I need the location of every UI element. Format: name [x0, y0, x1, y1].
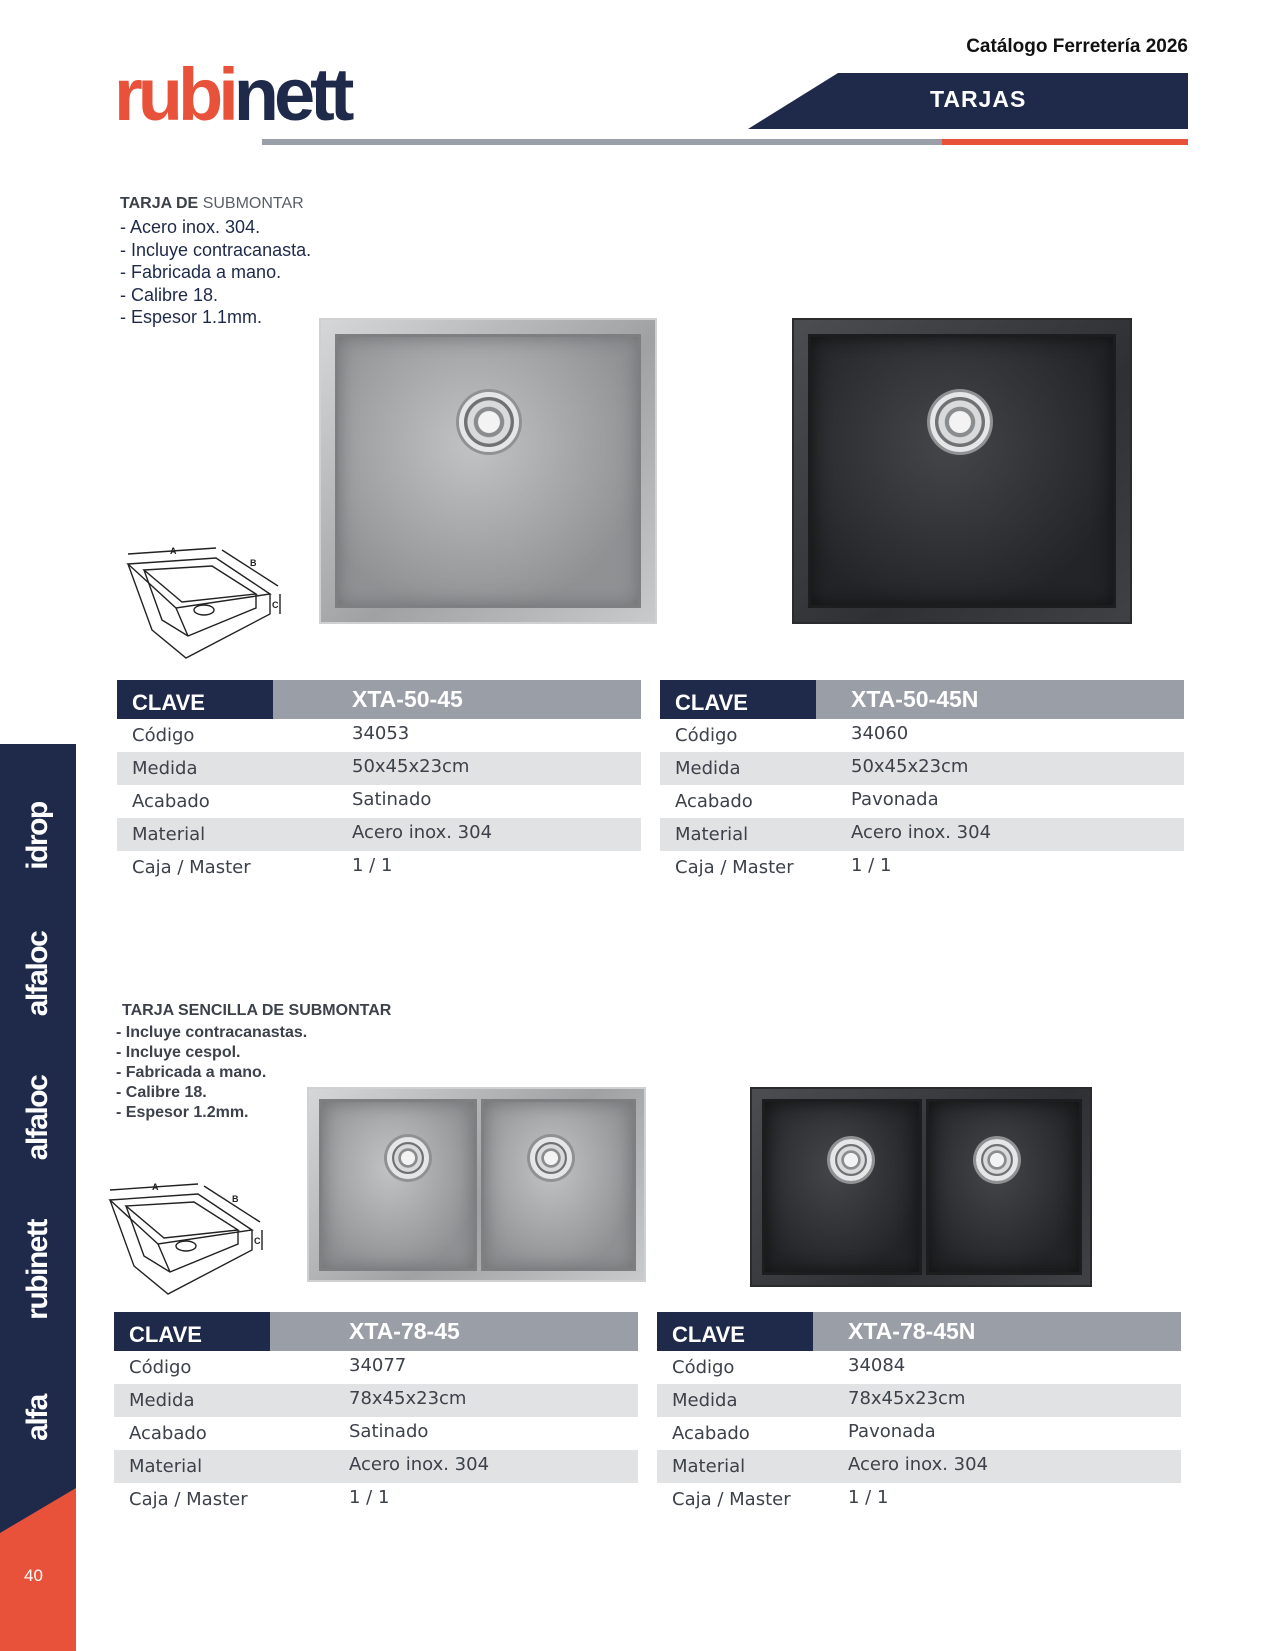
row-label: Material: [132, 824, 206, 845]
drain-icon: [459, 392, 519, 452]
logo-navy-part: nett: [233, 53, 350, 136]
row-label: Material: [672, 1456, 746, 1477]
feature-item: - Incluye contracanastas.: [116, 1024, 308, 1041]
row-label: Acabado: [129, 1423, 207, 1444]
spec-table-xta-50-45n: [660, 680, 1184, 884]
drain-icon: [930, 392, 990, 452]
catalog-year: 2026: [1145, 36, 1188, 57]
row-value: Pavonada: [848, 1421, 936, 1442]
drain-icon: [530, 1137, 572, 1179]
row-value: 1 / 1: [352, 855, 393, 876]
table-row: [114, 1384, 638, 1417]
brand-alfaloc: alfaloc: [21, 1075, 54, 1161]
sink-bowl-left: [319, 1099, 477, 1271]
sink-bowl-right: [926, 1099, 1082, 1275]
sink-bowl: [808, 334, 1116, 608]
table-row: [657, 1384, 1181, 1417]
clave-label: CLAVE: [660, 680, 816, 719]
feature-item: - Espesor 1.1mm.: [120, 307, 263, 327]
feature-item: - Fabricada a mano.: [116, 1064, 267, 1081]
row-value: 78x45x23cm: [349, 1388, 467, 1409]
table-header: [114, 1312, 638, 1351]
section-title: TARJAS: [930, 86, 1027, 112]
dim-label-b: B: [232, 1194, 239, 1204]
row-value: Acero inox. 304: [851, 822, 992, 843]
product2-features: [116, 1023, 307, 1123]
table-row: [657, 1417, 1181, 1450]
catalog-title: [966, 36, 1188, 58]
feature-item: - Calibre 18.: [116, 1084, 207, 1101]
row-value: 34060: [851, 723, 909, 744]
row-value: Acero inox. 304: [349, 1454, 490, 1475]
row-label: Caja / Master: [675, 857, 794, 878]
table-row: [660, 785, 1184, 818]
row-label: Medida: [132, 758, 198, 779]
row-label: Medida: [129, 1390, 195, 1411]
sink-image-dark-double: [750, 1087, 1092, 1287]
dim-label-c: C: [254, 1236, 261, 1246]
table-row: [657, 1450, 1181, 1483]
brand-rubinett: rubinett: [21, 1220, 54, 1320]
logo-red-part: rubi: [114, 53, 234, 136]
table-row: [657, 1483, 1181, 1516]
row-label: Material: [675, 824, 749, 845]
row-value: Pavonada: [851, 789, 939, 810]
table-row: [114, 1450, 638, 1483]
row-label: Caja / Master: [672, 1489, 791, 1510]
drain-icon: [387, 1137, 429, 1179]
row-label: Acabado: [675, 791, 753, 812]
row-value: 34084: [848, 1355, 906, 1376]
feature-item: - Incluye cespol.: [116, 1044, 241, 1061]
catalog-prefix: Catálogo Ferretería: [966, 36, 1141, 57]
row-label: Caja / Master: [129, 1489, 248, 1510]
clave-label: CLAVE: [657, 1312, 813, 1351]
product1-title-bold: TARJA DE: [120, 195, 199, 212]
row-value: 50x45x23cm: [352, 756, 470, 777]
sink-dimension-diagram-1: [118, 546, 294, 662]
dim-label-c: C: [272, 600, 279, 610]
drain-icon: [830, 1139, 872, 1181]
table-row: [114, 1483, 638, 1516]
product1-title-rest: SUBMONTAR: [202, 195, 304, 212]
sink-bowl: [335, 334, 641, 608]
spec-table-xta-78-45n: [657, 1312, 1181, 1516]
model-code: XTA-78-45: [270, 1312, 638, 1351]
feature-item: - Acero inox. 304.: [120, 217, 261, 237]
row-value: Acero inox. 304: [352, 822, 493, 843]
row-label: Código: [132, 725, 195, 746]
row-value: Acero inox. 304: [848, 1454, 989, 1475]
row-value: Satinado: [352, 789, 432, 810]
rubinett-logo: [114, 53, 350, 136]
sink-image-steel-single: [319, 318, 657, 624]
brand-alfalec: alfaloc: [21, 931, 54, 1017]
product1-title: [120, 195, 304, 213]
brand-alfa: alfa: [21, 1395, 54, 1441]
header-rule-grey: [262, 139, 942, 145]
model-code: XTA-78-45N: [813, 1312, 1181, 1351]
table-header: [657, 1312, 1181, 1351]
feature-item: - Incluye contracanasta.: [120, 239, 312, 260]
row-label: Medida: [672, 1390, 738, 1411]
feature-item: - Espesor 1.2mm.: [116, 1104, 249, 1121]
table-row: [114, 1417, 638, 1450]
product1-features: [120, 216, 311, 329]
row-label: Código: [129, 1357, 192, 1378]
header-rule-red: [942, 139, 1188, 145]
table-row: [117, 851, 641, 884]
spec-table-xta-78-45: [114, 1312, 638, 1516]
table-row: [117, 818, 641, 851]
drain-icon: [976, 1139, 1018, 1181]
row-value: 1 / 1: [848, 1487, 889, 1508]
row-label: Acabado: [672, 1423, 750, 1444]
feature-item: - Calibre 18.: [120, 284, 219, 305]
table-row: [117, 719, 641, 752]
row-value: 1 / 1: [349, 1487, 390, 1508]
row-value: 34053: [352, 723, 410, 744]
row-label: Código: [675, 725, 738, 746]
table-row: [660, 752, 1184, 785]
dim-label-a: A: [152, 1182, 159, 1192]
row-value: Satinado: [349, 1421, 429, 1442]
table-row: [114, 1351, 638, 1384]
table-row: [117, 752, 641, 785]
dim-label-a: A: [170, 546, 177, 556]
product2-title: TARJA SENCILLA DE SUBMONTAR: [122, 1002, 392, 1019]
table-row: [660, 851, 1184, 884]
table-row: [657, 1351, 1181, 1384]
table-header: [660, 680, 1184, 719]
row-value: 78x45x23cm: [848, 1388, 966, 1409]
sink-image-dark-single: [792, 318, 1132, 624]
row-label: Caja / Master: [132, 857, 251, 878]
row-value: 34077: [349, 1355, 407, 1376]
row-label: Acabado: [132, 791, 210, 812]
sink-image-steel-double: [307, 1087, 646, 1282]
table-row: [660, 818, 1184, 851]
sink-bowl-right: [481, 1099, 636, 1271]
spec-table-xta-50-45: [117, 680, 641, 884]
feature-item: - Fabricada a mano.: [120, 262, 282, 282]
brand-idrop: idrop: [21, 802, 54, 870]
model-code: XTA-50-45: [273, 680, 641, 719]
sink-bowl-left: [762, 1099, 922, 1275]
table-row: [117, 785, 641, 818]
dim-label-b: B: [250, 558, 257, 568]
row-label: Código: [672, 1357, 735, 1378]
row-label: Material: [129, 1456, 203, 1477]
row-value: 1 / 1: [851, 855, 892, 876]
sink-dimension-diagram-2: [100, 1182, 276, 1298]
model-code: XTA-50-45N: [816, 680, 1184, 719]
table-header: [117, 680, 641, 719]
clave-label: CLAVE: [114, 1312, 270, 1351]
page-number: 40: [24, 1566, 43, 1585]
row-label: Medida: [675, 758, 741, 779]
row-value: 50x45x23cm: [851, 756, 969, 777]
table-row: [660, 719, 1184, 752]
clave-label: CLAVE: [117, 680, 273, 719]
